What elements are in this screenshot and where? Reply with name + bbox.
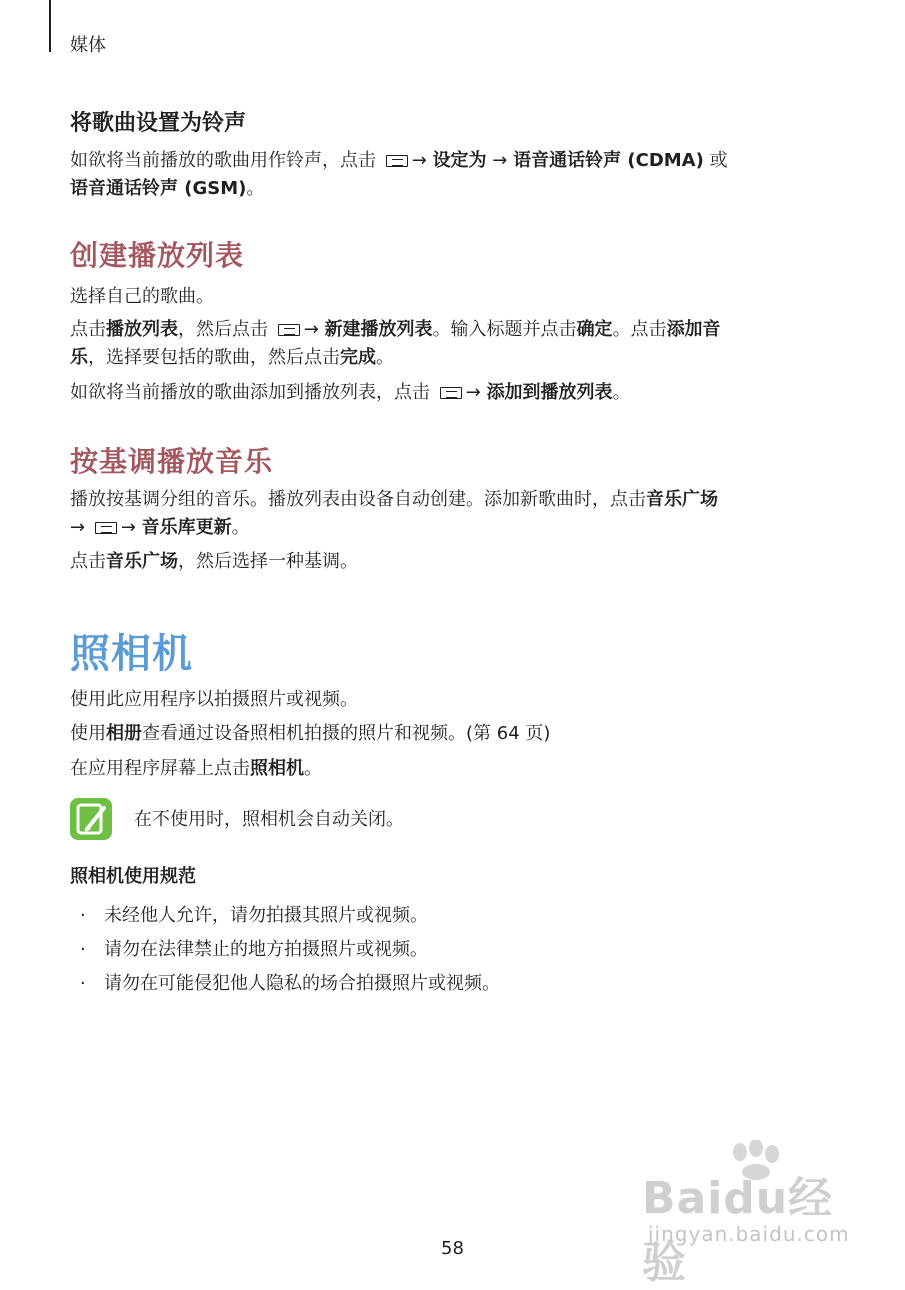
create-playlist-p1: 选择自己的歌曲。 <box>70 286 214 307</box>
text: 点击 <box>70 319 106 340</box>
create-playlist-p2a <box>70 316 721 344</box>
option-playlists: 播放列表 <box>106 319 178 340</box>
arrow: → <box>120 517 136 538</box>
menu-key-icon <box>386 155 408 167</box>
text: 。 <box>246 178 265 199</box>
arrow: → <box>465 382 481 403</box>
option-music-square: 音乐广场 <box>646 489 718 510</box>
bullet-dot: · <box>80 973 86 994</box>
create-playlist-p2b <box>70 344 394 372</box>
option-new-playlist: 新建播放列表 <box>324 319 433 340</box>
menu-key-icon <box>440 387 462 399</box>
camera-p2 <box>70 720 550 748</box>
option-voice-ringtone-gsm: 语音通话铃声 (GSM) <box>70 178 247 199</box>
list-item-text: 请勿在可能侵犯他人隐私的场合拍摄照片或视频。 <box>104 973 500 994</box>
option-voice-ringtone-cdma: 语音通话铃声 (CDMA) <box>513 150 704 171</box>
option-library-update: 音乐库更新 <box>141 517 232 538</box>
list-item <box>80 935 428 961</box>
mood-p2 <box>70 548 358 576</box>
menu-key-icon <box>95 522 117 534</box>
camera-p3 <box>70 755 322 783</box>
list-item <box>80 901 428 927</box>
option-add-music-cont: 乐 <box>70 347 88 368</box>
text: 使用 <box>70 723 106 744</box>
app-camera: 照相机 <box>250 758 304 779</box>
text: 。 <box>231 517 250 538</box>
note-pencil-icon <box>70 798 112 840</box>
arrow: → <box>70 517 86 538</box>
list-item-text: 请勿在法律禁止的地方拍摄照片或视频。 <box>104 939 428 960</box>
text: 查看通过设备照相机拍摄的照片和视频。(第 64 页) <box>142 723 551 744</box>
camera-rules-heading: 照相机使用规范 <box>70 866 196 887</box>
page-number: 58 <box>441 1238 464 1259</box>
mood-p1b <box>70 514 250 542</box>
baidu-watermark <box>642 1140 862 1288</box>
mood-heading: 按基调播放音乐 <box>70 445 274 478</box>
text: 点击 <box>70 551 106 572</box>
arrow: → <box>411 150 427 171</box>
list-item <box>80 969 500 995</box>
option-add-to-playlist: 添加到播放列表 <box>486 382 613 403</box>
text: ，然后选择一种基调。 <box>178 551 358 572</box>
text: 如欲将当前播放的歌曲用作铃声，点击 <box>70 150 376 171</box>
text: 或 <box>709 150 728 171</box>
text: ，然后点击 <box>178 319 268 340</box>
text: 。 <box>612 382 631 403</box>
arrow: → <box>492 150 508 171</box>
create-playlist-heading: 创建播放列表 <box>70 239 245 272</box>
ringtone-line-1 <box>70 147 728 175</box>
menu-key-icon <box>278 324 300 336</box>
list-item-text: 未经他人允许，请勿拍摄其照片或视频。 <box>104 905 428 926</box>
bullet-dot: · <box>80 939 86 960</box>
option-ok: 确定 <box>576 319 613 340</box>
text: 如欲将当前播放的歌曲添加到播放列表，点击 <box>70 382 430 403</box>
create-playlist-p3 <box>70 379 631 407</box>
option-done: 完成 <box>340 347 376 368</box>
camera-p1: 使用此应用程序以拍摄照片或视频。 <box>70 689 358 710</box>
arrow: → <box>303 319 319 340</box>
camera-heading: 照相机 <box>70 631 193 677</box>
text: 。点击 <box>612 319 667 340</box>
option-add-music: 添加音 <box>666 319 721 340</box>
text: 。 <box>304 758 322 779</box>
option-set-as: 设定为 <box>432 150 487 171</box>
watermark-url: jingyan.baidu.com <box>648 1222 850 1246</box>
header-rule <box>49 0 51 52</box>
mood-p1a <box>70 486 718 514</box>
app-gallery: 相册 <box>106 723 142 744</box>
watermark-brand: Baidu经验 <box>642 1173 834 1288</box>
header-section-label: 媒体 <box>70 35 106 56</box>
note-text: 在不使用时，照相机会自动关闭。 <box>134 809 404 830</box>
option-music-square: 音乐广场 <box>106 551 178 572</box>
text: 。输入标题并点击 <box>432 319 577 340</box>
ringtone-line-2 <box>70 175 264 203</box>
text: 播放按基调分组的音乐。播放列表由设备自动创建。添加新歌曲时，点击 <box>70 489 646 510</box>
text: 。 <box>376 347 394 368</box>
text: 在应用程序屏幕上点击 <box>70 758 250 779</box>
bullet-dot: · <box>80 905 86 926</box>
text: ，选择要包括的歌曲，然后点击 <box>88 347 340 368</box>
ringtone-heading: 将歌曲设置为铃声 <box>70 111 247 136</box>
